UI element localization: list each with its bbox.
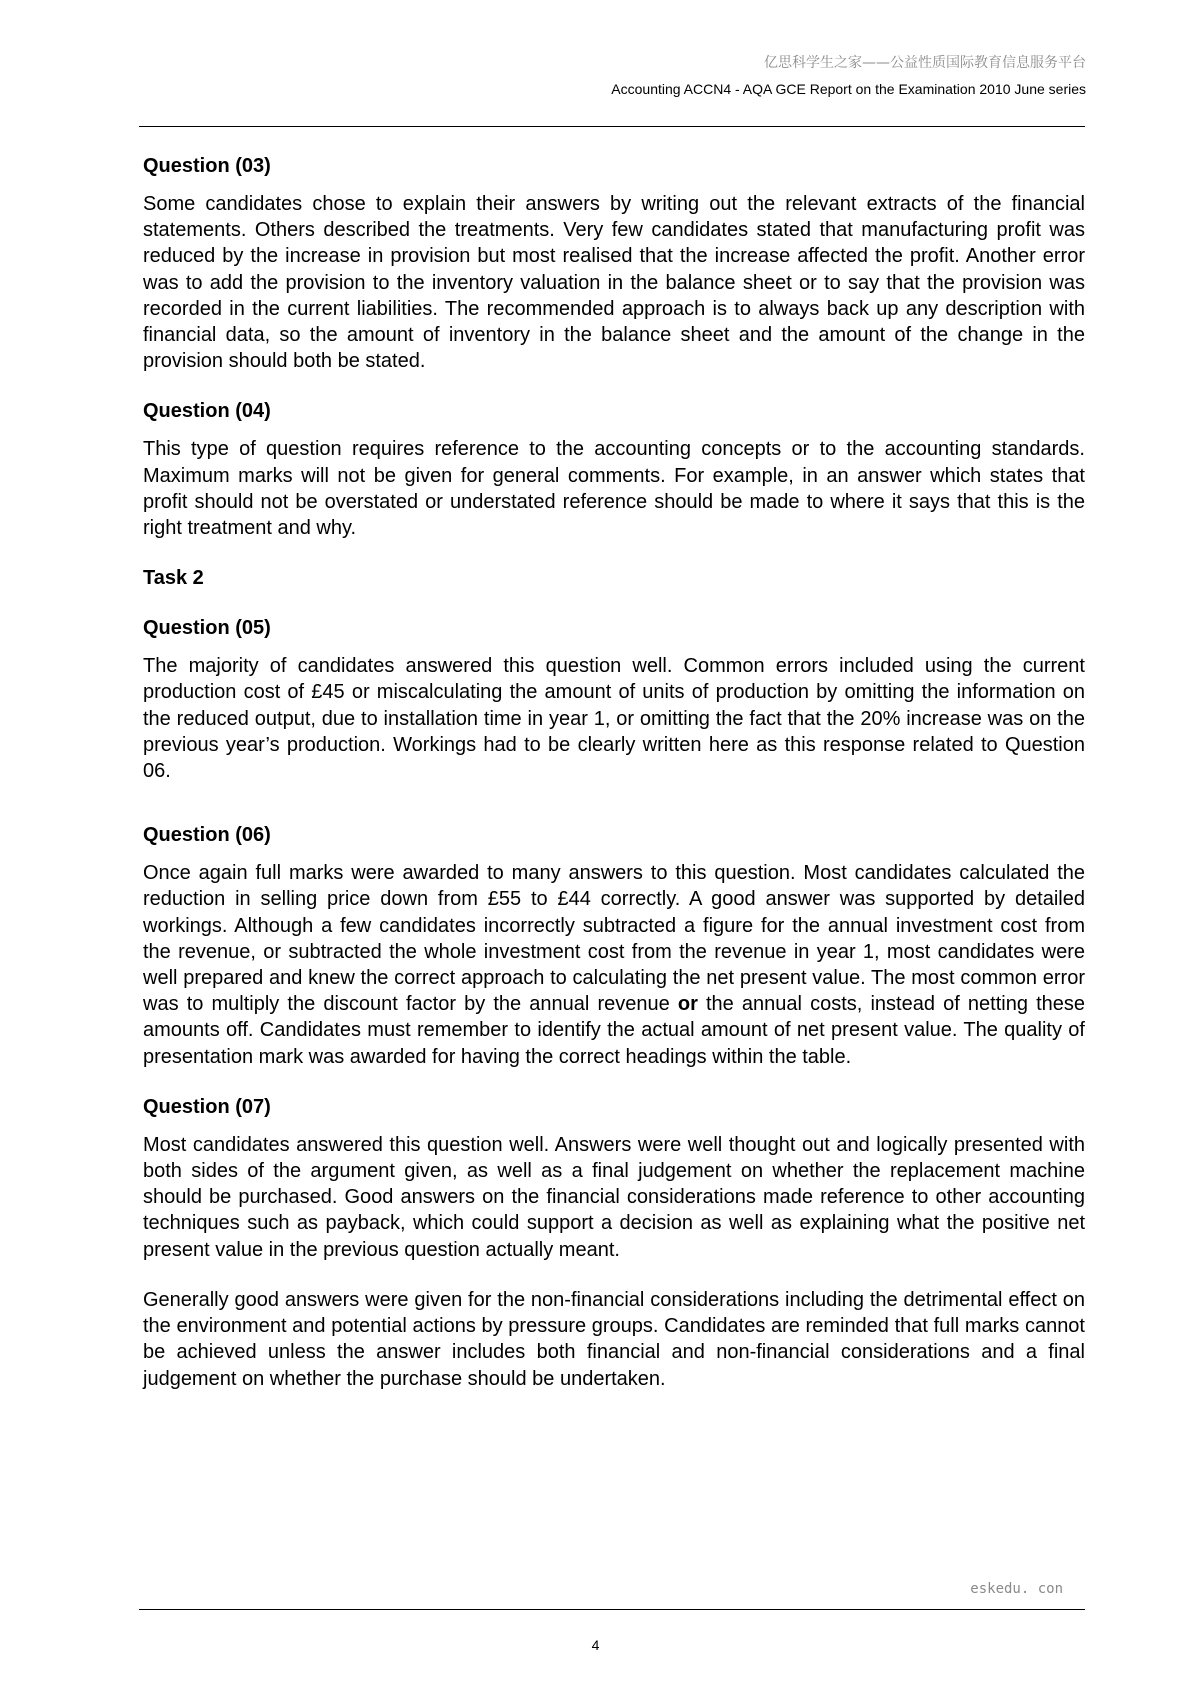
footer-watermark: eskedu. con [970,1581,1063,1597]
question-07-paragraph-1: Most candidates answered this question well. Answers were well thought out and logically presented with both sides of the argument given, as well as a final judgement on whether the replacement machine should be purchased. Good answers on the financial considerations made reference to other accounting techniques such as payback, which could support a decision as well as explaining what the positive net present value in the previous question actually meant. [143,1133,1085,1261]
question-07-paragraph-2: Generally good answers were given for the non-financial considerations including the detrimental effect on the environment and potential actions by pressure groups. Candidates are reminded that full marks cannot be achieved unless the answer includes both financial and non-financial considerations and a final judgement on whether the purchase should be undertaken. [143,1288,1085,1390]
footer-divider [139,1609,1085,1610]
question-06-text-part2: the annual costs, instead of netting these amounts off. Candidates must remember to identify the actual amount of net present value. The quality of presentation mark was awarded for having the correct headings within the table. [143,993,1085,1068]
task-2-heading: Task 2 [143,567,204,590]
report-body [143,153,1085,1392]
question-04-heading: Question (04) [143,400,271,423]
header-divider [139,126,1085,127]
question-05-heading: Question (05) [143,617,271,640]
question-04-paragraph: This type of question requires reference to the accounting concepts or to the accounting standards. Maximum marks will not be given for general comments. For example, in an answer which states that profit should not be overstated or understated reference should be made to where it says that this is the right treatment and why. [143,438,1085,540]
question-06-paragraph [143,860,1085,1070]
question-06-bold-or: or [677,993,698,1016]
question-03-heading: Question (03) [143,155,271,177]
question-06-heading: Question (06) [143,824,271,847]
question-03-paragraph: Some candidates chose to explain their answers by writing out the relevant extracts of the financial statements. Others described the treatments. Very few candidates stated that manufacturing profit was reduced by the increase in provision but most realised that the increase affected the profit. Another error was to add the provision to the inventory valuation in the balance sheet or to say that the provision was recorded in the current liabilities. The recommended approach is to always back up any description with financial data, so the amount of inventory in the balance sheet and the amount of the change in the provision should both be stated. [143,193,1085,373]
header-report-title: Accounting ACCN4 - AQA GCE Report on the Examination 2010 June series [611,81,1086,97]
question-06-text-part1: Once again full marks were awarded to many answers to this question. Most candidates calculated the reduction in selling price down from £55 to £44 correctly. A good answer was supported by detailed workings. Although a few candidates incorrectly subtracted a figure for the annual investment cost from the revenue, or subtracted the whole investment cost from the revenue in year 1, most candidates were well prepared and knew the correct approach to calculating the net present value. The most common error was to multiply the discount factor by the annual revenue [143,862,1085,1016]
header-site-name: 亿思科学生之家——公益性质国际教育信息服务平台 [764,55,1086,71]
question-05-paragraph: The majority of candidates answered this question well. Common errors included using the current production cost of £45 or miscalculating the amount of units of production by omitting the information on the reduced output, due to installation time in year 1, or omitting the fact that the 20% increase was on the previous year’s production. Workings had to be clearly written here as this response related to Question 06. [143,655,1085,783]
page-number: 4 [591,1637,600,1653]
page-header [611,54,1086,98]
question-07-heading: Question (07) [143,1095,271,1118]
